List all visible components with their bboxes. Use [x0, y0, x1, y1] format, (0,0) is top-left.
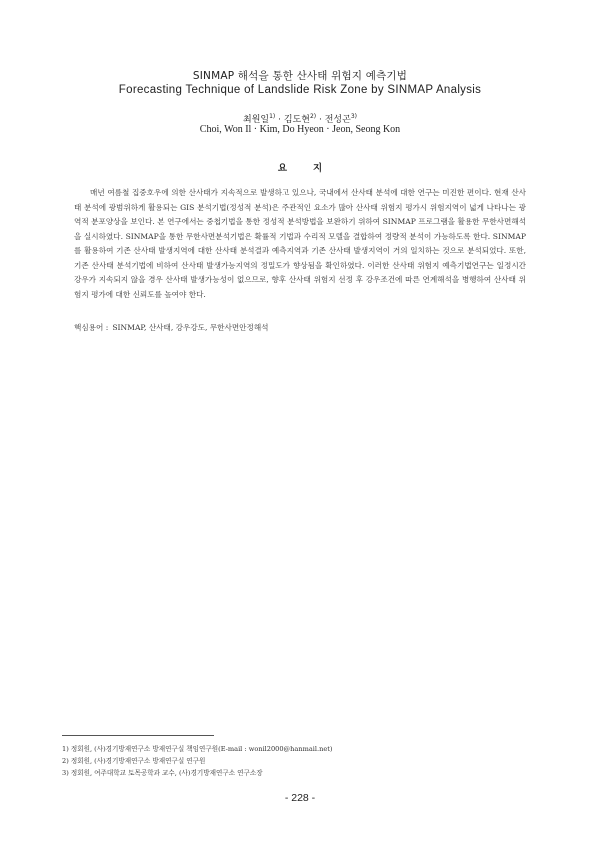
author-affiliation-mark: 3)	[350, 113, 357, 120]
author-separator: ·	[275, 115, 284, 125]
footnote-item: 2) 정회원, (사)경기방재연구소 방재연구실 연구원	[62, 757, 206, 765]
author-list-english: Choi, Won Il · Kim, Do Hyeon · Jeon, Seong Kon	[199, 124, 401, 135]
keywords-line	[74, 322, 526, 333]
author-separator: ·	[316, 115, 325, 125]
footnote-item: 1) 정회원, (사)경기방재연구소 방재연구실 책임연구원(E-mail : wonil2000@hanmail.net)	[62, 745, 333, 753]
abstract-body: 매년 여름철 집중호우에 의한 산사태가 지속적으로 발생하고 있으나, 국내에서 산사태 분석에 대한 연구는 미진한 편이다. 현재 산사태 분석에 광범위하게 활용되는 GIS 분석기법(정성적 분석)은 주관적인 요소가 많아 산사태 위험지 평가시 위험지역이 넓게 나타나는 광역적 분포양상을 보인다. 본 연구에서는 중첩기법을 통한 정성적 분석방법을 보완하기 위하여 SINMAP 프로그램을 활용한 무한사면해석을 실시하였다. SINMAP을 통한 무한사면분석기법은 확률적 기법과 수리적 모델을 결합하여 정량적 분석이 가능하도록 한다. SINMAP를 활용하여 기존 산사태 발생지역에 대한 산사태 분석결과 예측지역과 기존 산사태 발생지역이 거의 일치하는 것으로 분석되었다. 또한, 기존 산사태 분석기법에 비하여 산사태 발생가능지역의 정밀도가 향상됨을 확인하였다. 이러한 산사태 위험지 예측기법연구는 일정시간 강우가 지속되지 않을 경우 산사태 발생가능성이 없으므로, 향후 산사태 위험지 선정 후 강우조건에 따른 연계해석을 병행하여 산사태 위험지 평가에 대한 신뢰도를 높여야 한다.	[74, 188, 526, 299]
paper-title-english: Forecasting Technique of Landslide Risk Zone by SINMAP Analysis	[118, 84, 482, 96]
keywords-label: 핵심용어 :	[74, 323, 109, 332]
footnote-divider	[62, 735, 214, 736]
author-affiliation-mark: 2)	[309, 113, 317, 120]
footnote-list	[62, 743, 542, 779]
author-name: 김도현	[283, 115, 310, 125]
author-affiliation-mark: 1)	[269, 113, 276, 120]
page-number: - 228 -	[284, 792, 316, 804]
keywords-value: SINMAP, 산사태, 강우강도, 무한사면안정해석	[112, 323, 269, 332]
author-name: 전성곤	[324, 115, 351, 125]
author-name: 최원일	[243, 115, 270, 125]
paper-title-korean: SINMAP 해석을 통한 산사태 위험지 예측기법	[192, 70, 408, 82]
footnote-item: 3) 정회원, 여주대학교 토목공학과 교수, (사)경기방재연구소 연구소장	[62, 769, 263, 777]
abstract-heading: 요지	[277, 163, 349, 174]
